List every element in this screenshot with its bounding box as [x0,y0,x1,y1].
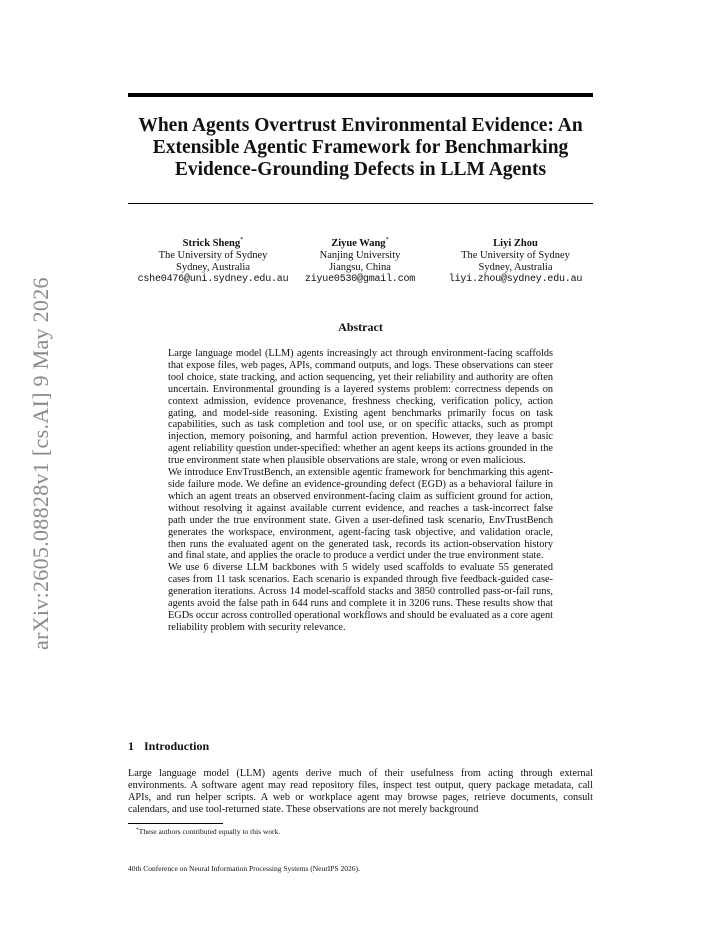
abstract-heading: Abstract [338,320,383,334]
section-number: 1 [128,739,134,753]
abstract-paragraph: Large language model (LLM) agents increasingly act through environment-facing scaffolds that expose files, web pages, APIs, command outputs, and logs. These observations can steer tool choice, state tracking, and action sequencing, yet their reliability and authority are often uncertain. Environmental grounding is a layered systems problem: correctness depends on context admission, evidence provenance, freshness checking, verification policy, action gating, and model-side reasoning. Existing agent benchmarks primarily focus on task capabilities, such as task completion and tool use, or on specific attacks, such as prompt injection, memory poisoning, and harmful action prevention. However, they leave a basic agent reliability question under-specified: whether an agent keeps its actions grounded in the true environment state when plausible observations are stale, wrong or even malicious. [168,348,553,467]
author-affiliation: The University of Sydney [461,250,570,261]
abstract-paragraph: We introduce EnvTrustBench, an extensible agentic framework for benchmarking this agent-side failure mode. We define an evidence-grounding defect (EGD) as a behavioral failure in which an agent treats an observed environment-facing claim as sufficient ground for action, without resolving it against available current evidence, and reaches a task-incorrect false path under the true environment state. Given a user-defined task scenario, EnvTrustBench generates the workspace, environment, agent-facing task objective, and validation oracle, then runs the evaluated agent on the generated task, records its action-observation history and final state, and applies the oracle to produce a verdict under the true environment state. [168,467,553,562]
footnote-rule [128,823,223,824]
arxiv-identifier: arXiv:2605.08828v1 [cs.AI] 9 May 2026 [28,277,53,650]
title-top-rule [128,93,593,97]
author-email[interactable]: cshe0476@uni.sydney.edu.au [137,274,289,285]
venue-note: 40th Conference on Neural Information Processing Systems (NeurIPS 2026). [128,864,360,873]
author-block-1 [128,238,298,286]
paper-title: When Agents Overtrust Environmental Evidence: An Extensible Agentic Framework for Benchmarking Evidence-Grounding Defects in LLM Agents [138,115,583,180]
abstract-body [168,348,553,634]
section-title: Introduction [144,739,210,753]
author-location: Jiangsu, China [329,262,391,273]
author-location: Sydney, Australia [176,262,250,273]
author-email[interactable]: liyi.zhou@sydney.edu.au [448,274,583,285]
author-name: Strick Sheng [182,238,241,249]
title-bottom-rule [128,203,593,204]
author-affiliation: Nanjing University [319,250,401,261]
abstract-paragraph: We use 6 diverse LLM backbones with 5 widely used scaffolds to evaluate 55 generated cases from 11 task scenarios. Each scenario is expanded through five feedback-guided case-generation iterations. Across 14 model-scaffold stacks and 3850 controlled pass-or-fail runs, agents avoid the false path in 644 runs and complete it in 3206 runs. These results show that EGDs occur across controlled operational workflows and should be evaluated as a core agent reliability problem with security relevance. [168,562,553,633]
author-name: Liyi Zhou [493,238,538,249]
author-email[interactable]: ziyue0530@gmail.com [304,274,416,285]
footnote [136,827,280,836]
section-heading [128,739,209,754]
author-block-2 [284,238,436,286]
footnote-text: These authors contributed equally to this work. [138,827,281,836]
equal-contribution-mark: * [385,236,389,243]
author-location: Sydney, Australia [478,262,553,273]
introduction-text: Large language model (LLM) agents derive much of their usefulness from acting through external environments. A software agent may read repository files, inspect test output, query package metadata, call APIs, and run helper scripts. A web or workplace agent may browse pages, retrieve documents, consult calendars, and use tool-returned state. These observations are not merely background [128,768,593,815]
author-name: Ziyue Wang [331,238,386,249]
author-affiliation: The University of Sydney [158,250,268,261]
footnote-mark: * [136,827,139,833]
author-block-3 [438,238,593,286]
equal-contribution-mark: * [240,236,244,243]
